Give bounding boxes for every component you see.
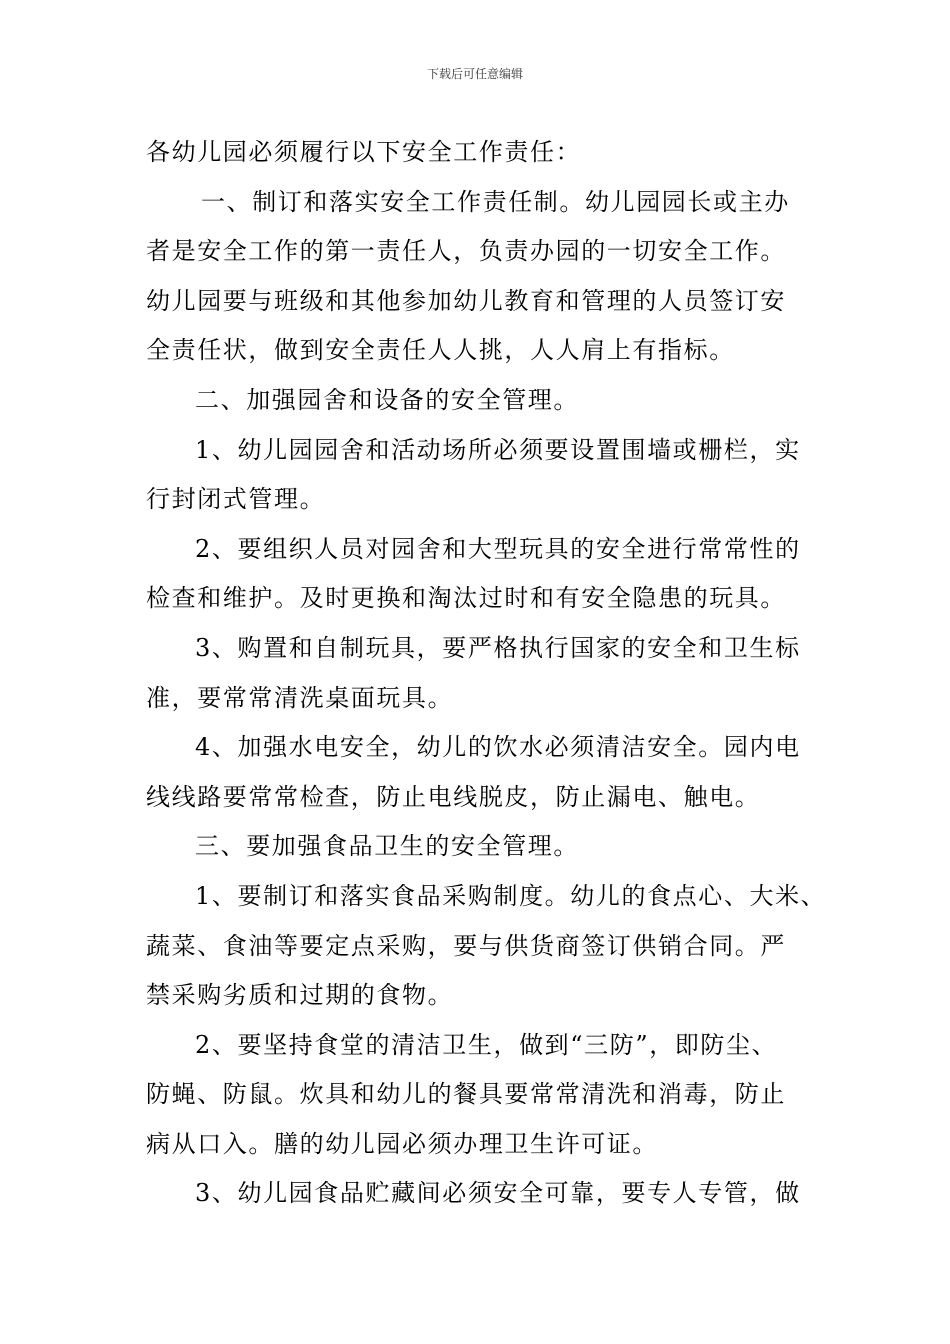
list-item-1: 1、幼儿园园舍和活动场所必须要设置围墙或栅栏，实 [195, 435, 801, 464]
list-item-1: 1、要制订和落实食品采购制度。幼儿的食点心、大米、 [195, 881, 827, 910]
intro-line: 各幼儿园必须履行以下安全工作责任： [146, 138, 582, 166]
list-item-2: 2、要组织人员对园舍和大型玩具的安全进行常常性的 [195, 534, 801, 563]
paragraph-line: 线线路要常常检查，防止电线脱皮，防止漏电、触电。 [146, 782, 761, 811]
list-item-2: 2、要坚持食堂的清洁卫生，做到“三防”，即防尘、 [195, 1030, 778, 1059]
paragraph-line: 行封闭式管理。 [146, 485, 326, 514]
paragraph-line: 防蝇、防鼠。炊具和幼儿的餐具要常常清洗和消毒，防止 [146, 1080, 786, 1109]
paragraph-line: 蔬菜、食油等要定点采购，要与供货商签订供销合同。严 [146, 931, 786, 960]
paragraph-line: 禁采购劣质和过期的食物。 [146, 981, 454, 1010]
section-heading-3: 三、要加强食品卫生的安全管理。 [195, 832, 579, 861]
list-item-3: 3、购置和自制玩具，要严格执行国家的安全和卫生标 [195, 633, 801, 662]
paragraph-line: 检查和维护。及时更换和淘汰过时和有安全隐患的玩具。 [146, 584, 786, 613]
paragraph-line: 幼儿园要与班级和其他参加幼儿教育和管理的人员签订安 [146, 286, 786, 315]
document-body [146, 128, 827, 1219]
paragraph-line: 准，要常常清洗桌面玩具。 [146, 683, 454, 712]
paragraph-line: 者是安全工作的第一责任人，负责办园的一切安全工作。 [146, 237, 786, 266]
section-heading-2: 二、加强园舍和设备的安全管理。 [195, 385, 579, 414]
list-item-3: 3、幼儿园食品贮藏间必须安全可靠，要专人专管，做 [195, 1179, 801, 1208]
paragraph-line: 全责任状，做到安全责任人人挑，人人肩上有指标。 [146, 336, 735, 365]
page-header: 下载后可任意编辑 [426, 67, 523, 81]
list-item-4: 4、加强水电安全，幼儿的饮水必须清洁安全。园内电 [195, 733, 801, 762]
paragraph-line: 病从口入。膳的幼儿园必须办理卫生许可证。 [146, 1129, 658, 1158]
section-heading-1: 一、制订和落实安全工作责任制。幼儿园园长或主办 [201, 187, 790, 216]
